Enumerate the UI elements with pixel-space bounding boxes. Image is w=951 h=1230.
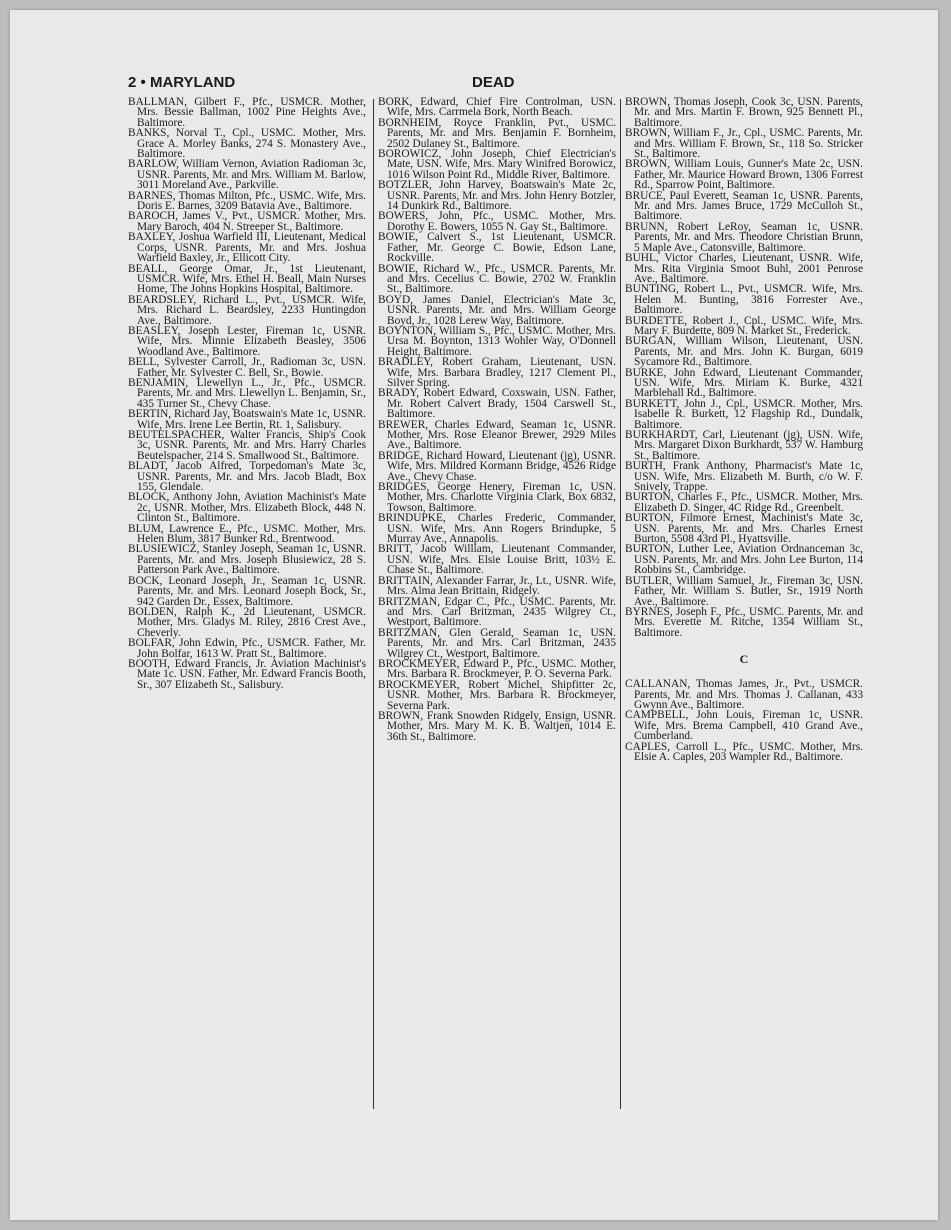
header-left: [128, 74, 235, 91]
casualty-entry: BUNTING, Robert L., Pvt., USMCR. Wife, Mrs. Helen M. Bunting, 3816 Forrester Ave., Baltimore.: [625, 283, 863, 317]
casualty-entry: BOTZLER, John Harvey, Boatswain's Mate 2c, USNR. Parents, Mr. and Mrs. John Henry Botzler, 14 Dunkirk Rd., Baltimore.: [378, 179, 616, 213]
casualty-entry: BENJAMIN, Llewellyn L., Jr., Pfc., USMCR. Parents, Mr. and Mrs. Llewellyn L. Benjamin, Sr., 435 Turner St., Chevy Chase.: [128, 376, 366, 410]
casualty-entry: BLADT, Jacob Alfred, Torpedoman's Mate 3c, USNR. Parents, Mr. and Mrs. Jacob Bladt, Box 155, Glendale.: [128, 460, 366, 494]
column-2: [378, 97, 616, 1112]
document-page: [10, 10, 938, 1220]
casualty-entry: BEUTELSPACHER, Walter Francis, Ship's Cook 3c, USNR. Parents, Mr. and Mrs. Harry Charles Beutelspacher, 214 S. Smallwood St., Baltimore.: [128, 429, 366, 462]
casualty-entry: BURDETTE, Robert J., Cpl., USMC. Wife, Mrs. Mary F. Burdette, 809 N. Market St., Frederick.: [625, 314, 863, 337]
listing-columns: [128, 97, 870, 1112]
casualty-entry: CAPLES, Carroll L., Pfc., USMC. Mother, Mrs. Elsie A. Caples, 203 Wampler Rd., Baltimore.: [625, 740, 863, 763]
casualty-entry: BROWN, Thomas Joseph, Cook 3c, USN. Parents, Mr. and Mrs. Martin F. Brown, 925 Bennett Pl., Baltimore.: [625, 97, 863, 129]
casualty-entry: BOCK, Leonard Joseph, Jr., Seaman 1c, USNR. Parents, Mr. and Mrs. Leonard Joseph Bock, Sr., 942 Garden Dr., Essex, Baltimore.: [128, 574, 366, 608]
state-name: MARYLAND: [149, 74, 236, 91]
casualty-entry: BROWN, Frank Snowden Ridgely, Ensign, USNR. Mother, Mrs. Mary M. K. B. Waltjen, 1014 E. 36th St., Baltimore.: [378, 709, 616, 743]
casualty-entry: BURKHARDT, Carl, Lieutenant (jg), USN. Wife, Mrs. Margaret Dixon Burkhardt, 537 W. Hamburg St., Baltimore.: [625, 429, 863, 462]
casualty-entry: BAXLEY, Joshua Warfield III, Lieutenant, Medical Corps, USNR. Parents, Mr. and Mrs. Joshua Warfield Baxley, Jr., Ellicott City.: [128, 231, 366, 265]
casualty-entry: BOLFAR, John Edwin, Pfc., USMCR. Father, Mr. John Bolfar, 1613 W. Pratt St., Baltimore.: [128, 637, 366, 660]
casualty-entry: BOROWICZ, John Joseph, Chief Electrician's Mate, USN. Wife, Mrs. Mary Winifred Borowicz, 1016 Wilson Point Rd., Middle River, Baltimore.: [378, 148, 616, 181]
column-3: [625, 97, 863, 1112]
casualty-entry: BOWIE, Richard W., Pfc., USMCR. Parents, Mr. and Mrs. Cecelius C. Bowie, 2702 W. Franklin St., Baltimore.: [378, 262, 616, 296]
casualty-entry: BUTLER, William Samuel, Jr., Fireman 3c, USN. Father, Mr. William S. Butler, Sr., 1919 North Ave., Baltimore.: [625, 574, 863, 608]
casualty-entry: CALLANAN, Thomas James, Jr., Pvt., USMCR. Parents, Mr. and Mrs. Thomas J. Callanan, 433 Gwynn Ave., Baltimore.: [625, 678, 863, 711]
casualty-entry: BURTON, Luther Lee, Aviation Ordnanceman 3c, USN. Parents, Mr. and Mrs. John Lee Burton, 114 Robbins St., Cambridge.: [625, 543, 863, 577]
casualty-entry: BLUSIEWICZ, Stanley Joseph, Seaman 1c, USNR. Parents, Mr. and Mrs. Joseph Blusiewicz, 28 S. Patterson Park Ave., Baltimore.: [128, 543, 366, 577]
casualty-entry: BEASLEY, Joseph Lester, Fireman 1c, USNR. Wife, Mrs. Minnie Elizabeth Beasley, 3506 Woodland Ave., Baltimore.: [128, 324, 366, 358]
casualty-entry: BRITT, Jacob William, Lieutenant Commander, USN. Wife, Mrs. Elsie Louise Britt, 103½ E. Chase St., Baltimore.: [378, 543, 616, 577]
casualty-entry: BORK, Edward, Chief Fire Controlman, USN. Wife, Mrs. Carrmela Bork, North Beach.: [378, 97, 616, 119]
casualty-entry: BOLDEN, Ralph K., 2d Lieutenant, USMCR. Mother, Mrs. Gladys M. Riley, 2816 Crest Ave., Cheverly.: [128, 605, 366, 639]
casualty-entry: BOOTH, Edward Francis, Jr. Aviation Machinist's Mate 1c. USN. Father, Mr. Edward Francis Booth, Sr., 307 Elizabeth St., Salisbury.: [128, 657, 366, 691]
casualty-entry: BOWERS, John, Pfc., USMC. Mother, Mrs. Dorothy E. Bowers, 1055 N. Gay St., Baltimore.: [378, 210, 616, 233]
casualty-entry: BRIDGE, Richard Howard, Lieutenant (jg), USNR. Wife, Mrs. Mildred Kormann Bridge, 4526 Ridge Ave., Chevy Chase.: [378, 449, 616, 483]
casualty-entry: BURKE, John Edward, Lieutenant Commander, USN. Wife, Mrs. Miriam K. Burke, 4321 Marblehall Rd., Baltimore.: [625, 366, 863, 400]
casualty-entry: BARNES, Thomas Milton, Pfc., USMC. Wife, Mrs. Doris E. Barnes, 3209 Batavia Ave., Baltimore.: [128, 189, 366, 213]
casualty-entry: BRADLEY, Robert Graham, Lieutenant, USN. Wife, Mrs. Barbara Bradley, 1217 Clement Pl., Silver Spring.: [378, 356, 616, 389]
casualty-entry: BRIDGES, George Henery, Fireman 1c, USN. Mother, Mrs. Charlotte Virginia Clark, Box 6832, Towson, Baltimore.: [378, 481, 616, 514]
casualty-entry: BRITZMAN, Glen Gerald, Seaman 1c, USN. Parents, Mr. and Mrs. Carl Britzman, 2435 Wilgrey Ct., Westport, Baltimore.: [378, 626, 616, 660]
casualty-entry: BALLMAN, Gilbert F., Pfc., USMCR. Mother, Mrs. Bessie Ballman, 1002 Pine Heights Ave., Baltimore.: [128, 97, 366, 129]
casualty-entry: BURTON, Charles F., Pfc., USMCR. Mother, Mrs. Elizabeth D. Singer, 4C Ridge Rd., Greenbelt.: [625, 491, 863, 514]
casualty-entry: BELL, Sylvester Carroll, Jr., Radioman 3c, USN. Father, Mr. Sylvester C. Bell, Sr., Bowie.: [128, 356, 366, 379]
casualty-entry: BURTON, Filmore Ernest, Machinist's Mate 3c, USN. Parents, Mr. and Mrs. Charles Ernest Burton, 5508 43rd Pl., Hyattsville.: [625, 512, 863, 546]
casualty-entry: BRITZMAN, Edgar C., Pfc., USMC. Parents, Mr. and Mrs. Carl Britzman, 2435 Wilgrey Ct., Westport, Baltimore.: [378, 595, 616, 629]
casualty-entry: BOYD, James Daniel, Electrician's Mate 3c, USNR. Parents, Mr. and Mrs. William George Boyd, Jr., 1028 Lerew Way, Baltimore.: [378, 293, 616, 327]
casualty-entry: BORNHEIM, Royce Franklin, Pvt., USMC. Parents, Mr. and Mrs. Benjamin F. Bornheim, 2502 Dulaney St., Baltimore.: [378, 116, 616, 150]
casualty-entry: BURKETT, John J., Cpl., USMCR. Mother, Mrs. Isabelle R. Burkett, 12 Flagship Rd., Dundalk, Baltimore.: [625, 397, 863, 431]
page-number: 2: [128, 74, 137, 91]
casualty-entry: BROCKMEYER, Edward P., Pfc., USMC. Mother, Mrs. Barbara R. Brockmeyer, P. O. Severna Park.: [378, 657, 616, 681]
section-title: DEAD: [472, 74, 515, 91]
casualty-entry: BUHL, Victor Charles, Lieutenant, USNR. Wife, Mrs. Rita Virginia Smoot Buhl, 2001 Penrose Ave., Baltimore.: [625, 252, 863, 285]
casualty-entry: BAROCH, James V., Pvt., USMCR. Mother, Mrs. Mary Baroch, 404 N. Streeper St., Baltimore.: [128, 210, 366, 233]
casualty-entry: BLOCK, Anthony John, Aviation Machinist's Mate 2c, USNR. Mother, Mrs. Elizabeth Block, 448 N. Clinton St., Baltimore.: [128, 491, 366, 525]
casualty-entry: BURTH, Frank Anthony, Pharmacist's Mate 1c, USN. Wife, Mrs. Elizabeth M. Burth, c/o W. F. Snively, Trappe.: [625, 460, 863, 494]
casualty-entry: CAMPBELL, John Louis, Fireman 1c, USNR. Wife, Mrs. Brema Campbell, 410 Grand Ave., Cumberland.: [625, 709, 863, 743]
casualty-entry: BRITTAIN, Alexander Farrar, Jr., Lt., USNR. Wife, Mrs. Alma Jean Brittain, Ridgely.: [378, 574, 616, 598]
header-bullet: •: [140, 74, 146, 91]
casualty-entry: BREWER, Charles Edward, Seaman 1c, USNR. Mother, Mrs. Rose Eleanor Brewer, 2929 Miles Ave., Baltimore.: [378, 418, 616, 452]
casualty-entry: BLUM, Lawrence E., Pfc., USMC. Mother, Mrs. Helen Blum, 3817 Bunker Rd., Brentwood.: [128, 522, 366, 546]
casualty-entry: BOYNTON, William S., Pfc., USMC. Mother, Mrs. Ursa M. Boynton, 1313 Wohler Way, O'Donnell Height, Baltimore.: [378, 324, 616, 358]
casualty-entry: BRADY, Robert Edward, Coxswain, USN. Father, Mr. Robert Calvert Brady, 1504 Carswell St., Baltimore.: [378, 387, 616, 421]
casualty-entry: BRINDUPKE, Charles Frederic, Commander, USN. Wife, Mrs. Ann Rogers Brindupke, 5 Murray Ave., Annapolis.: [378, 512, 616, 546]
column-divider: [620, 99, 621, 1109]
casualty-entry: BERTIN, Richard Jay, Boatswain's Mate 1c, USNR. Wife, Mrs. Irene Lee Bertin, Rt. 1, Salisbury.: [128, 408, 366, 431]
casualty-entry: BROWN, William Louis, Gunner's Mate 2c, USN. Father, Mr. Maurice Howard Brown, 1306 Forrest Rd., Sparrow Point, Baltimore.: [625, 158, 863, 192]
casualty-entry: BARLOW, William Vernon, Aviation Radioman 3c, USNR. Parents, Mr. and Mrs. William M. Barlow, 3011 Moreland Ave., Parkville.: [128, 158, 366, 192]
casualty-entry: BRUNN, Robert LeRoy, Seaman 1c, USNR. Parents, Mr. and Mrs. Theodore Christian Brunn, 5 Maple Ave., Catonsville, Baltimore.: [625, 220, 863, 254]
column-3-c-entries: [625, 679, 863, 762]
casualty-entry: BROWN, William F., Jr., Cpl., USMC. Parents, Mr. and Mrs. William F. Brown, Sr., 118 So. Stricker St., Baltimore.: [625, 127, 863, 161]
casualty-entry: BANKS, Norval T., Cpl., USMC. Mother, Mrs. Grace A. Morley Banks, 274 S. Monastery Ave., Baltimore.: [128, 127, 366, 161]
column-1: [128, 97, 366, 1112]
casualty-entry: BYRNES, Joseph F., Pfc., USMC. Parents, Mr. and Mrs. Everette M. Ritche, 1354 William St., Baltimore.: [625, 605, 863, 639]
column-3-b-entries: [625, 97, 863, 638]
casualty-entry: BEARDSLEY, Richard L., Pvt., USMCR. Wife, Mrs. Richard L. Beardsley, 2233 Huntingdon Ave., Baltimore.: [128, 293, 366, 327]
page-header: [128, 74, 870, 94]
casualty-entry: BEALL, George Omar, Jr., 1st Lieutenant, USMCR. Wife, Mrs. Ethel H. Beall, Main Nurses Home, The Johns Hopkins Hospital, Baltimore.: [128, 262, 366, 296]
casualty-entry: BROCKMEYER, Robert Michel, Shipfitter 2c, USNR. Mother, Mrs. Barbara R. Brockmeyer, Severna Park.: [378, 678, 616, 712]
casualty-entry: BURGAN, William Wilson, Lieutenant, USN. Parents, Mr. and Mrs. John K. Burgan, 6019 Sycamore Rd., Baltimore.: [625, 335, 863, 369]
casualty-entry: BRUCE, Paul Everett, Seaman 1c, USNR. Parents, Mr. and Mrs. James Bruce, 1729 McCulloh St., Baltimore.: [625, 189, 863, 223]
section-letter-c: C: [739, 652, 749, 667]
column-divider: [373, 99, 374, 1109]
casualty-entry: BOWIE, Calvert S., 1st Lieutenant, USMCR. Father, Mr. George C. Bowie, Edson Lane, Rockville.: [378, 231, 616, 265]
